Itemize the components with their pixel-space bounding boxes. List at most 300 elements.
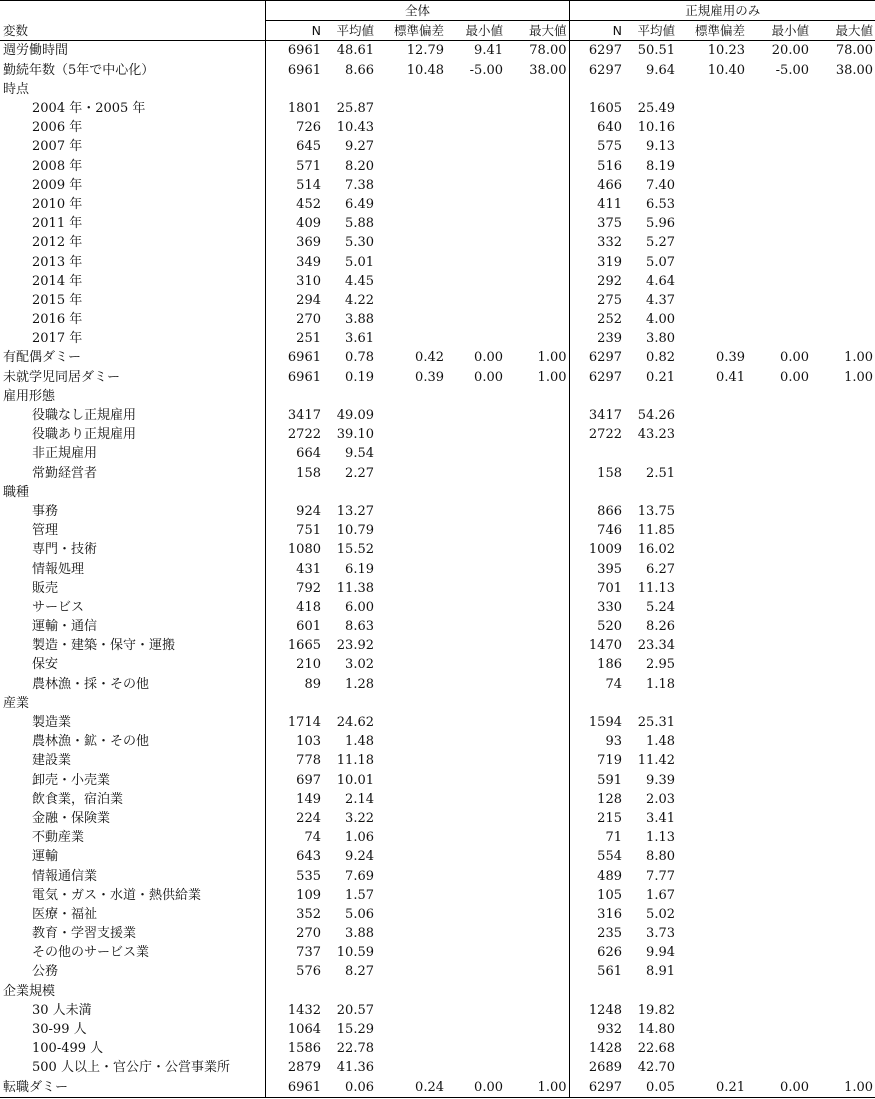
table-row xyxy=(0,809,875,828)
table-row xyxy=(0,598,875,617)
regular-sd-cell xyxy=(677,636,747,655)
all-max-cell xyxy=(505,1039,569,1058)
regular-n-cell: 701 xyxy=(569,579,624,598)
regular-sd-cell xyxy=(677,540,747,559)
all-n-cell: 643 xyxy=(265,847,323,866)
table-row xyxy=(0,732,875,751)
regular-max-cell xyxy=(811,195,875,214)
regular-sd-cell xyxy=(677,444,747,463)
all-n-cell: 452 xyxy=(265,195,323,214)
regular-n-cell: 719 xyxy=(569,751,624,770)
row-label: 30 人未満 xyxy=(32,1002,92,1018)
regular-min-cell xyxy=(747,310,811,329)
regular-n-cell: 74 xyxy=(569,675,624,694)
all-min-cell xyxy=(446,617,505,636)
regular-n-cell: 6297 xyxy=(569,368,624,387)
regular-max-cell: 1.00 xyxy=(811,1078,875,1098)
regular-mean-cell: 5.96 xyxy=(646,216,675,232)
regular-max-cell xyxy=(811,483,875,502)
regular-mean-cell: 50.51 xyxy=(637,43,675,59)
regular-sd-cell xyxy=(677,1039,747,1058)
regular-mean-cell: 11.85 xyxy=(637,523,675,539)
column-header-n: N xyxy=(265,21,323,41)
all-mean-cell: 1.06 xyxy=(345,830,374,846)
all-n-cell: 74 xyxy=(265,828,323,847)
all-n-cell: 697 xyxy=(265,771,323,790)
all-max-cell xyxy=(505,1058,569,1077)
regular-min-cell xyxy=(747,118,811,137)
all-max-cell xyxy=(505,540,569,559)
row-label: 建設業 xyxy=(32,753,72,769)
row-label: 情報処理 xyxy=(32,561,85,577)
regular-mean-cell: 6.53 xyxy=(646,196,675,212)
all-max-cell: 1.00 xyxy=(537,369,567,385)
regular-max-cell xyxy=(811,866,875,885)
regular-n-cell: 1594 xyxy=(569,713,624,732)
row-label: 2014 年 xyxy=(32,273,83,289)
all-sd-cell xyxy=(376,540,446,559)
all-mean-cell: 10.79 xyxy=(336,523,374,539)
all-mean-cell: 10.43 xyxy=(336,120,374,136)
regular-min-cell xyxy=(747,655,811,674)
all-max-cell xyxy=(505,924,569,943)
regular-n-cell: 466 xyxy=(569,176,624,195)
all-max-cell xyxy=(505,751,569,770)
regular-mean-cell xyxy=(624,694,677,713)
regular-max-cell xyxy=(811,444,875,463)
all-max-cell xyxy=(505,483,569,502)
regular-n-cell: 1009 xyxy=(569,540,624,559)
regular-min-cell xyxy=(747,809,811,828)
all-max-cell xyxy=(505,176,569,195)
all-mean-cell: 8.20 xyxy=(345,158,374,174)
all-mean-cell: 10.01 xyxy=(336,772,374,788)
all-min-cell xyxy=(446,464,505,483)
table-row xyxy=(0,962,875,981)
column-header-max: 最大値 xyxy=(505,21,569,41)
regular-min-cell xyxy=(747,137,811,156)
all-max-cell xyxy=(505,866,569,885)
row-label: 非正規雇用 xyxy=(32,446,98,462)
all-sd-cell xyxy=(376,214,446,233)
all-min-cell xyxy=(446,828,505,847)
regular-sd-cell xyxy=(677,425,747,444)
all-sd-cell xyxy=(376,598,446,617)
all-min-cell xyxy=(446,924,505,943)
regular-mean-cell: 8.26 xyxy=(646,619,675,635)
regular-max-cell xyxy=(811,118,875,137)
row-label: 2007 年 xyxy=(32,139,83,155)
all-min-cell xyxy=(446,444,505,463)
row-label: 常勤経営者 xyxy=(32,465,98,481)
row-label: 2010 年 xyxy=(32,196,83,212)
regular-n-cell xyxy=(569,444,624,463)
regular-n-cell: 516 xyxy=(569,157,624,176)
all-sd-cell xyxy=(376,425,446,444)
all-min-cell xyxy=(446,1039,505,1058)
all-max-cell xyxy=(505,636,569,655)
all-min-cell: 0.00 xyxy=(474,369,503,385)
all-n-cell: 6961 xyxy=(265,1078,323,1098)
regular-sd-cell xyxy=(677,406,747,425)
regular-max-cell xyxy=(811,214,875,233)
all-sd-cell xyxy=(376,406,446,425)
regular-mean-cell: 9.64 xyxy=(646,62,675,78)
regular-n-cell: 866 xyxy=(569,502,624,521)
all-mean-cell xyxy=(323,387,376,406)
table-row xyxy=(0,828,875,847)
table-row xyxy=(0,310,875,329)
all-mean-cell: 3.88 xyxy=(345,926,374,942)
all-n-cell: 6961 xyxy=(265,61,323,80)
row-label: 産業 xyxy=(3,695,30,711)
regular-sd-cell xyxy=(677,176,747,195)
column-header-n: N xyxy=(569,21,624,41)
regular-max-cell xyxy=(811,80,875,99)
all-sd-cell xyxy=(376,866,446,885)
all-max-cell xyxy=(505,387,569,406)
regular-n-cell xyxy=(569,982,624,1001)
all-max-cell xyxy=(505,579,569,598)
regular-max-cell xyxy=(811,694,875,713)
row-label: 製造業 xyxy=(32,715,72,731)
all-mean-cell: 8.66 xyxy=(345,62,374,78)
regular-min-cell: -5.00 xyxy=(775,62,809,78)
regular-max-cell xyxy=(811,157,875,176)
all-mean-cell: 4.45 xyxy=(345,273,374,289)
regular-max-cell xyxy=(811,1039,875,1058)
regular-mean-cell: 19.82 xyxy=(637,1002,675,1018)
column-header-sd: 標準偏差 xyxy=(677,21,747,41)
all-sd-cell xyxy=(376,502,446,521)
regular-sd-cell xyxy=(677,655,747,674)
all-n-cell xyxy=(265,982,323,1001)
table-row xyxy=(0,387,875,406)
regular-sd-cell xyxy=(677,1001,747,1020)
regular-sd-cell xyxy=(677,866,747,885)
regular-n-cell xyxy=(569,694,624,713)
row-label: 2009 年 xyxy=(32,177,83,193)
all-min-cell xyxy=(446,790,505,809)
regular-min-cell xyxy=(747,157,811,176)
all-max-cell xyxy=(505,732,569,751)
regular-n-cell: 375 xyxy=(569,214,624,233)
all-max-cell xyxy=(505,1001,569,1020)
table-row xyxy=(0,272,875,291)
all-n-cell: 409 xyxy=(265,214,323,233)
all-n-cell xyxy=(265,483,323,502)
regular-mean-cell: 2.51 xyxy=(646,465,675,481)
regular-max-cell: 1.00 xyxy=(844,350,874,366)
row-label: 2013 年 xyxy=(32,254,83,270)
group-header-row xyxy=(0,1,875,21)
all-sd-cell: 12.79 xyxy=(406,43,444,59)
regular-mean-cell: 14.80 xyxy=(637,1022,675,1038)
regular-max-cell xyxy=(811,310,875,329)
all-min-cell xyxy=(446,310,505,329)
all-mean-cell: 6.19 xyxy=(345,561,374,577)
regular-min-cell xyxy=(747,1058,811,1077)
regular-min-cell xyxy=(747,291,811,310)
regular-sd-cell xyxy=(677,137,747,156)
all-n-cell: 418 xyxy=(265,598,323,617)
all-max-cell xyxy=(505,617,569,636)
all-min-cell: 0.00 xyxy=(474,350,503,366)
all-max-cell xyxy=(505,694,569,713)
all-mean-cell xyxy=(323,80,376,99)
all-max-cell xyxy=(505,425,569,444)
row-label: 電気・ガス・水道・熱供給業 xyxy=(32,887,202,903)
regular-mean-cell: 43.23 xyxy=(637,427,675,443)
regular-mean-cell: 0.82 xyxy=(646,350,675,366)
all-mean-cell: 2.14 xyxy=(345,791,374,807)
all-sd-cell xyxy=(376,809,446,828)
table-row xyxy=(0,291,875,310)
all-n-cell: 369 xyxy=(265,233,323,252)
table-row xyxy=(0,694,875,713)
regular-mean-cell: 22.68 xyxy=(637,1041,675,1057)
regular-n-cell: 746 xyxy=(569,521,624,540)
regular-mean-cell xyxy=(624,444,677,463)
all-min-cell xyxy=(446,847,505,866)
all-min-cell xyxy=(446,559,505,578)
regular-n-cell: 2722 xyxy=(569,425,624,444)
column-header-max: 最大値 xyxy=(811,21,875,41)
all-min-cell xyxy=(446,483,505,502)
row-label: 公務 xyxy=(32,964,59,980)
regular-min-cell xyxy=(747,790,811,809)
table-row xyxy=(0,847,875,866)
all-min-cell xyxy=(446,329,505,348)
regular-mean-cell xyxy=(624,483,677,502)
all-sd-cell xyxy=(376,943,446,962)
regular-sd-cell: 10.40 xyxy=(707,62,745,78)
all-mean-cell: 3.02 xyxy=(345,657,374,673)
all-min-cell xyxy=(446,425,505,444)
regular-min-cell xyxy=(747,252,811,271)
all-min-cell xyxy=(446,598,505,617)
all-n-cell: 270 xyxy=(265,924,323,943)
regular-sd-cell xyxy=(677,502,747,521)
regular-min-cell xyxy=(747,636,811,655)
table-row xyxy=(0,195,875,214)
all-sd-cell: 0.39 xyxy=(415,369,444,385)
all-sd-cell xyxy=(376,252,446,271)
regular-max-cell xyxy=(811,924,875,943)
all-min-cell xyxy=(446,751,505,770)
regular-mean-cell: 54.26 xyxy=(637,408,675,424)
table-row xyxy=(0,425,875,444)
regular-min-cell xyxy=(747,732,811,751)
all-min-cell xyxy=(446,962,505,981)
regular-max-cell xyxy=(811,790,875,809)
table-row xyxy=(0,1001,875,1020)
regular-n-cell xyxy=(569,80,624,99)
all-min-cell xyxy=(446,99,505,118)
all-min-cell xyxy=(446,866,505,885)
regular-max-cell xyxy=(811,905,875,924)
table-row xyxy=(0,905,875,924)
row-label: 運輸・通信 xyxy=(32,619,98,635)
regular-max-cell xyxy=(811,886,875,905)
all-sd-cell: 10.48 xyxy=(406,62,444,78)
regular-min-cell xyxy=(747,329,811,348)
all-sd-cell xyxy=(376,751,446,770)
all-sd-cell xyxy=(376,310,446,329)
all-sd-cell xyxy=(376,636,446,655)
table-row xyxy=(0,464,875,483)
row-label: その他のサービス業 xyxy=(32,945,150,961)
table-row xyxy=(0,751,875,770)
all-sd-cell xyxy=(376,521,446,540)
regular-n-cell: 591 xyxy=(569,771,624,790)
regular-max-cell: 38.00 xyxy=(835,62,874,78)
table-row xyxy=(0,252,875,271)
all-n-cell xyxy=(265,694,323,713)
regular-n-cell: 215 xyxy=(569,809,624,828)
regular-max-cell xyxy=(811,540,875,559)
row-label: 金融・保険業 xyxy=(32,810,111,826)
regular-sd-cell xyxy=(677,252,747,271)
row-label: 30-99 人 xyxy=(32,1022,87,1038)
row-label: 保安 xyxy=(32,657,59,673)
all-sd-cell xyxy=(376,1020,446,1039)
all-max-cell xyxy=(505,828,569,847)
all-n-cell: 1801 xyxy=(265,99,323,118)
all-max-cell xyxy=(505,444,569,463)
table-row xyxy=(0,444,875,463)
row-label: 転職ダミー xyxy=(0,1078,265,1098)
all-mean-cell: 6.49 xyxy=(345,196,374,212)
all-max-cell xyxy=(505,252,569,271)
row-label: 運輸 xyxy=(32,849,59,865)
regular-sd-cell: 0.39 xyxy=(716,350,745,366)
regular-sd-cell xyxy=(677,464,747,483)
all-min-cell xyxy=(446,713,505,732)
regular-max-cell xyxy=(811,329,875,348)
table-row xyxy=(0,771,875,790)
row-label: 2016 年 xyxy=(32,312,83,328)
regular-max-cell xyxy=(811,962,875,981)
regular-min-cell xyxy=(747,943,811,962)
regular-max-cell xyxy=(811,655,875,674)
regular-max-cell xyxy=(811,598,875,617)
regular-n-cell: 275 xyxy=(569,291,624,310)
table-row xyxy=(0,924,875,943)
row-label: 500 人以上・官公庁・公営事業所 xyxy=(32,1060,230,1076)
regular-max-cell xyxy=(811,406,875,425)
table-row xyxy=(0,579,875,598)
regular-min-cell: 0.00 xyxy=(780,369,809,385)
all-mean-cell: 13.27 xyxy=(336,503,374,519)
regular-n-cell: 71 xyxy=(569,828,624,847)
all-mean-cell: 8.63 xyxy=(345,619,374,635)
regular-sd-cell xyxy=(677,310,747,329)
all-min-cell xyxy=(446,521,505,540)
all-min-cell xyxy=(446,982,505,1001)
all-max-cell xyxy=(505,559,569,578)
all-max-cell xyxy=(505,1020,569,1039)
all-max-cell xyxy=(505,195,569,214)
all-mean-cell: 0.78 xyxy=(345,350,374,366)
regular-mean-cell: 4.37 xyxy=(646,292,675,308)
table-row xyxy=(0,157,875,176)
all-max-cell: 1.00 xyxy=(505,1078,569,1098)
all-n-cell: 924 xyxy=(265,502,323,521)
row-label: 役職なし正規雇用 xyxy=(32,408,137,424)
regular-n-cell: 292 xyxy=(569,272,624,291)
regular-n-cell: 235 xyxy=(569,924,624,943)
regular-max-cell xyxy=(811,636,875,655)
regular-n-cell: 158 xyxy=(569,464,624,483)
all-n-cell: 251 xyxy=(265,329,323,348)
regular-n-cell: 561 xyxy=(569,962,624,981)
all-max-cell xyxy=(505,675,569,694)
all-n-cell: 751 xyxy=(265,521,323,540)
row-label: 職種 xyxy=(3,484,30,500)
all-n-cell: 349 xyxy=(265,252,323,271)
regular-min-cell xyxy=(747,751,811,770)
regular-mean-cell: 10.16 xyxy=(637,120,675,136)
regular-sd-cell xyxy=(677,559,747,578)
regular-mean-cell: 23.34 xyxy=(637,638,675,654)
all-n-cell: 571 xyxy=(265,157,323,176)
regular-mean-cell: 0.05 xyxy=(624,1078,677,1098)
regular-max-cell xyxy=(811,617,875,636)
all-max-cell xyxy=(505,80,569,99)
all-sd-cell xyxy=(376,847,446,866)
table-row xyxy=(0,521,875,540)
regular-min-cell xyxy=(747,886,811,905)
all-sd-cell xyxy=(376,444,446,463)
regular-sd-cell xyxy=(677,694,747,713)
all-sd-cell xyxy=(376,233,446,252)
all-min-cell xyxy=(446,80,505,99)
all-max-cell xyxy=(505,406,569,425)
table-row xyxy=(0,713,875,732)
regular-min-cell xyxy=(747,559,811,578)
regular-sd-cell xyxy=(677,1020,747,1039)
regular-sd-cell xyxy=(677,118,747,137)
row-label: 製造・建築・保守・運搬 xyxy=(32,638,176,654)
regular-n-cell: 3417 xyxy=(569,406,624,425)
all-mean-cell: 4.22 xyxy=(345,292,374,308)
all-mean-cell: 9.27 xyxy=(345,139,374,155)
all-n-cell: 1080 xyxy=(265,540,323,559)
regular-min-cell xyxy=(747,233,811,252)
regular-min-cell xyxy=(747,579,811,598)
table-row xyxy=(0,406,875,425)
row-label: 不動産業 xyxy=(32,830,85,846)
regular-sd-cell xyxy=(677,80,747,99)
all-sd-cell xyxy=(376,828,446,847)
regular-sd-cell xyxy=(677,521,747,540)
table-row xyxy=(0,61,875,80)
regular-sd-cell xyxy=(677,579,747,598)
all-n-cell: 535 xyxy=(265,866,323,885)
regular-sd-cell: 10.23 xyxy=(707,43,745,59)
row-label: 卸売・小売業 xyxy=(32,772,111,788)
all-sd-cell xyxy=(376,617,446,636)
all-max-cell xyxy=(505,310,569,329)
all-n-cell: 294 xyxy=(265,291,323,310)
all-sd-cell xyxy=(376,886,446,905)
all-sd-cell xyxy=(376,694,446,713)
all-n-cell: 270 xyxy=(265,310,323,329)
regular-min-cell xyxy=(747,924,811,943)
all-sd-cell xyxy=(376,713,446,732)
regular-n-cell: 6297 xyxy=(569,61,624,80)
